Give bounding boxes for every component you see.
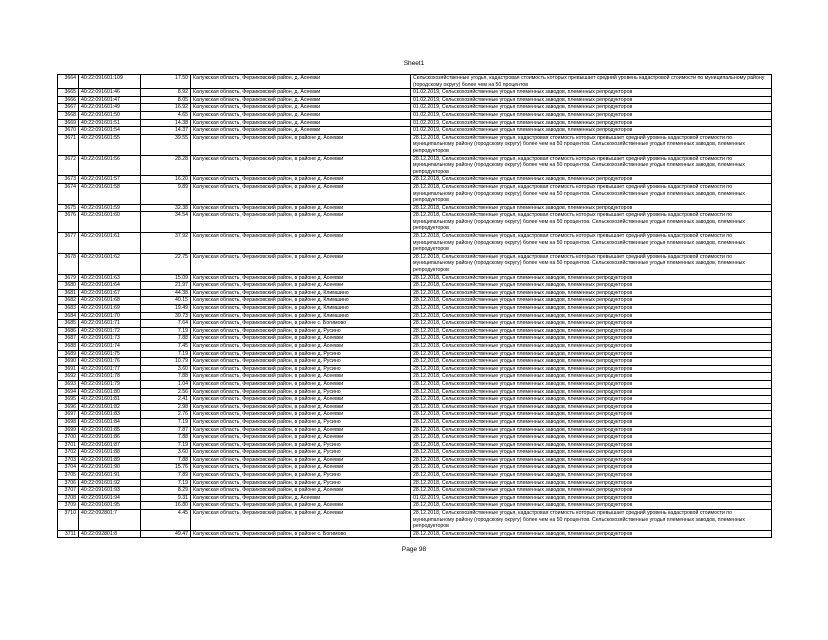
cadastral-number-cell: 40:22:091601:74 xyxy=(79,342,141,350)
description-cell: 28.12.2018, Сельскохозяйственные угодья племенных заводов, племенных репродукторов xyxy=(411,350,772,358)
table-row xyxy=(58,96,772,104)
description-cell: 28.12.2018, Сельскохозяйственные угодья племенных заводов, племенных репродукторов xyxy=(411,411,772,419)
description-cell: 28.12.2018, Сельскохозяйственные угодья племенных заводов, племенных репродукторов xyxy=(411,426,772,434)
description-cell: 28.12.2018, Сельскохозяйственные угодья племенных заводов, племенных репродукторов xyxy=(411,365,772,373)
area-cell: 49.47 xyxy=(141,530,191,538)
cadastral-number-cell: 40:22:091601:61 xyxy=(79,233,141,254)
description-cell: 28.12.2018, Сельскохозяйственные угодья племенных заводов, племенных репродукторов xyxy=(411,434,772,442)
table-row xyxy=(58,253,772,274)
description-cell: 01.02.2019, Сельскохозяйственные угодья племенных заводов, племенных репродукторов xyxy=(411,89,772,97)
address-cell: Калужская область, Ферзиковский район, в районе д. Русино xyxy=(191,418,411,426)
area-cell: 7.87 xyxy=(141,426,191,434)
area-cell: 21.97 xyxy=(141,282,191,290)
description-cell: Сельскохозяйственные угодья, кадастровая стоимость которых превышает средний уровень кадастровой стоимости по муниципальному району (городскому округу) более чем на 50 процентов xyxy=(411,75,772,89)
address-cell: Калужская область, Ферзиковский район, д. Асеевки xyxy=(191,111,411,119)
table-row xyxy=(58,464,772,472)
cadastral-number-cell: 40:22:091601:47 xyxy=(79,96,141,104)
row-number-cell: 3678 xyxy=(58,253,79,274)
address-cell: Калужская область, Ферзиковский район, в районе д. Асеевки xyxy=(191,204,411,212)
table-row xyxy=(58,327,772,335)
table-row xyxy=(58,487,772,495)
description-cell: 28.12.2018, Сельскохозяйственные угодья, кадастровая стоимость которых превышает средний уровень кадастровой стоимости по муниципальному району (городскому округу) более чем на 50 процентов. Сельскохозяйственные угодья племенных заводов, племенных репродукторов xyxy=(411,155,772,176)
row-number-cell: 3705 xyxy=(58,472,79,480)
table-row xyxy=(58,479,772,487)
cadastral-number-cell: 40:22:091601:79 xyxy=(79,380,141,388)
row-number-cell: 3667 xyxy=(58,104,79,112)
cadastral-number-cell: 40:22:091601:60 xyxy=(79,212,141,233)
cadastral-number-cell: 40:22:091601:58 xyxy=(79,183,141,204)
area-cell: 7.88 xyxy=(141,456,191,464)
description-cell: 28.12.2018, Сельскохозяйственные угодья племенных заводов, племенных репродукторов xyxy=(411,464,772,472)
row-number-cell: 3673 xyxy=(58,176,79,184)
area-cell: 1.04 xyxy=(141,380,191,388)
table-row xyxy=(58,403,772,411)
description-cell: 28.12.2018, Сельскохозяйственные угодья племенных заводов, племенных репродукторов xyxy=(411,388,772,396)
cadastral-number-cell: 40:22:091601:85 xyxy=(79,426,141,434)
address-cell: Калужская область, Ферзиковский район, в районе с. Богимово xyxy=(191,320,411,328)
row-number-cell: 3697 xyxy=(58,411,79,419)
row-number-cell: 3689 xyxy=(58,350,79,358)
table-row xyxy=(58,274,772,282)
cadastral-number-cell: 40:22:091601:71 xyxy=(79,320,141,328)
row-number-cell: 3711 xyxy=(58,530,79,538)
description-cell: 01.02.2019, Сельскохозяйственные угодья племенных заводов, племенных репродукторов xyxy=(411,119,772,127)
area-cell: 2.98 xyxy=(141,403,191,411)
address-cell: Калужская область, Ферзиковский район, в районе д. Асеевки xyxy=(191,335,411,343)
table-row xyxy=(58,510,772,531)
cadastral-number-cell: 40:22:091601:90 xyxy=(79,464,141,472)
area-cell: 4.65 xyxy=(141,111,191,119)
area-cell: 14.37 xyxy=(141,127,191,135)
cadastral-number-cell: 40:22:091601:50 xyxy=(79,111,141,119)
table-row xyxy=(58,320,772,328)
area-cell: 3.60 xyxy=(141,365,191,373)
table-row xyxy=(58,373,772,381)
row-number-cell: 3670 xyxy=(58,127,79,135)
row-number-cell: 3687 xyxy=(58,335,79,343)
area-cell: 9.31 xyxy=(141,494,191,502)
row-number-cell: 3685 xyxy=(58,320,79,328)
table-row xyxy=(58,426,772,434)
table-row xyxy=(58,312,772,320)
cadastral-number-cell: 40:22:091601:81 xyxy=(79,396,141,404)
description-cell: 01.02.2019, Сельскохозяйственные угодья племенных заводов, племенных репродукторов xyxy=(411,127,772,135)
table-row xyxy=(58,335,772,343)
address-cell: Калужская область, Ферзиковский район, в районе д. Асеевки xyxy=(191,155,411,176)
area-cell: 7.88 xyxy=(141,434,191,442)
description-cell: 28.12.2018, Сельскохозяйственные угодья племенных заводов, племенных репродукторов xyxy=(411,441,772,449)
row-number-cell: 3706 xyxy=(58,479,79,487)
address-cell: Калужская область, Ферзиковский район, д. Асеевки xyxy=(191,104,411,112)
area-cell: 2.76 xyxy=(141,411,191,419)
area-cell: 16.20 xyxy=(141,176,191,184)
row-number-cell: 3681 xyxy=(58,289,79,297)
description-cell: 28.12.2018, Сельскохозяйственные угодья племенных заводов, племенных репродукторов xyxy=(411,282,772,290)
address-cell: Калужская область, Ферзиковский район, в районе д. Русино xyxy=(191,441,411,449)
table-row xyxy=(58,212,772,233)
cadastral-number-cell: 40:22:092801:7 xyxy=(79,510,141,531)
area-cell: 2.56 xyxy=(141,388,191,396)
table-row xyxy=(58,396,772,404)
cadastral-number-cell: 40:22:091601:56 xyxy=(79,155,141,176)
cadastral-number-cell: 40:22:091601:87 xyxy=(79,441,141,449)
description-cell: 28.12.2018, Сельскохозяйственные угодья племенных заводов, племенных репродукторов xyxy=(411,487,772,495)
address-cell: Калужская область, Ферзиковский район, в районе д. Асеевки xyxy=(191,487,411,495)
address-cell: Калужская область, Ферзиковский район, в районе д. Асеевки xyxy=(191,426,411,434)
description-cell: 28.12.2018, Сельскохозяйственные угодья племенных заводов, племенных репродукторов xyxy=(411,380,772,388)
area-cell: 7.45 xyxy=(141,342,191,350)
row-number-cell: 3680 xyxy=(58,282,79,290)
address-cell: Калужская область, Ферзиковский район, в районе д. Климшино xyxy=(191,312,411,320)
row-number-cell: 3704 xyxy=(58,464,79,472)
area-cell: 39.55 xyxy=(141,134,191,155)
table-row xyxy=(58,119,772,127)
cadastral-number-cell: 40:22:091601:88 xyxy=(79,449,141,457)
area-cell: 10.79 xyxy=(141,358,191,366)
address-cell: Калужская область, Ферзиковский район, в районе д. Русино xyxy=(191,365,411,373)
table-row xyxy=(58,155,772,176)
area-cell: 44.38 xyxy=(141,289,191,297)
description-cell: 28.12.2018, Сельскохозяйственные угодья племенных заводов, племенных репродукторов xyxy=(411,297,772,305)
row-number-cell: 3677 xyxy=(58,233,79,254)
sheet-title: Sheet1 xyxy=(403,60,425,67)
row-number-cell: 3686 xyxy=(58,327,79,335)
area-cell: 32.38 xyxy=(141,204,191,212)
table-row xyxy=(58,289,772,297)
table-row xyxy=(58,388,772,396)
description-cell: 01.02.2019, Сельскохозяйственные угодья племенных заводов, племенных репродукторов xyxy=(411,111,772,119)
area-cell: 16.92 xyxy=(141,104,191,112)
area-cell: 7.64 xyxy=(141,320,191,328)
area-cell: 4.45 xyxy=(141,510,191,531)
table-row xyxy=(58,494,772,502)
cadastral-number-cell: 40:22:091601:84 xyxy=(79,418,141,426)
address-cell: Калужская область, Ферзиковский район, в районе д. Асеевки xyxy=(191,134,411,155)
row-number-cell: 3664 xyxy=(58,75,79,89)
cadastral-number-cell: 40:22:091601:91 xyxy=(79,472,141,480)
address-cell: Калужская область, Ферзиковский район, в районе д. Русино xyxy=(191,358,411,366)
page-number: Page 98 xyxy=(401,546,427,553)
description-cell: 01.02.2019, Сельскохозяйственные угодья племенных заводов, племенных репродукторов xyxy=(411,96,772,104)
description-cell: 28.12.2018, Сельскохозяйственные угодья племенных заводов, племенных репродукторов xyxy=(411,305,772,313)
row-number-cell: 3708 xyxy=(58,494,79,502)
row-number-cell: 3688 xyxy=(58,342,79,350)
cadastral-number-cell: 40:22:091601:80 xyxy=(79,388,141,396)
row-number-cell: 3669 xyxy=(58,119,79,127)
cadastral-number-cell: 40:22:091601:51 xyxy=(79,119,141,127)
description-cell: 28.12.2018, Сельскохозяйственные угодья племенных заводов, племенных репродукторов xyxy=(411,274,772,282)
description-cell: 01.02.2019, Сельскохозяйственные угодья племенных заводов, племенных репродукторов xyxy=(411,494,772,502)
address-cell: Калужская область, Ферзиковский район, в районе с. Богимово xyxy=(191,530,411,538)
description-cell: 28.12.2018, Сельскохозяйственные угодья племенных заводов, племенных репродукторов xyxy=(411,396,772,404)
cadastral-number-cell: 40:22:091601:86 xyxy=(79,434,141,442)
address-cell: Калужская область, Ферзиковский район, в районе д. Асеевки xyxy=(191,282,411,290)
address-cell: Калужская область, Ферзиковский район, в районе д. Климшино xyxy=(191,289,411,297)
row-number-cell: 3682 xyxy=(58,297,79,305)
address-cell: Калужская область, Ферзиковский район, д. Асеевки xyxy=(191,89,411,97)
table-row xyxy=(58,358,772,366)
address-cell: Калужская область, Ферзиковский район, в районе д. Русино xyxy=(191,449,411,457)
description-cell: 28.12.2018, Сельскохозяйственные угодья племенных заводов, племенных репродукторов xyxy=(411,418,772,426)
row-number-cell: 3691 xyxy=(58,365,79,373)
address-cell: Калужская область, Ферзиковский район, д. Асеевки xyxy=(191,75,411,89)
address-cell: Калужская область, Ферзиковский район, в районе д. Асеевки xyxy=(191,233,411,254)
description-cell: 28.12.2018, Сельскохозяйственные угодья племенных заводов, племенных репродукторов xyxy=(411,320,772,328)
address-cell: Калужская область, Ферзиковский район, в районе д. Асеевки xyxy=(191,510,411,531)
land-parcels-table xyxy=(57,74,772,538)
row-number-cell: 3696 xyxy=(58,403,79,411)
table-row xyxy=(58,176,772,184)
description-cell: 28.12.2018, Сельскохозяйственные угодья, кадастровая стоимость которых превышает средний уровень кадастровой стоимости по муниципальному району (городскому округу) более чем на 50 процентов. Сельскохозяйственные угодья племенных заводов, племенных репродукторов xyxy=(411,134,772,155)
cadastral-number-cell: 40:22:091601:95 xyxy=(79,502,141,510)
cadastral-number-cell: 40:22:091601:62 xyxy=(79,253,141,274)
description-cell: 28.12.2018, Сельскохозяйственные угодья племенных заводов, племенных репродукторов xyxy=(411,403,772,411)
cadastral-number-cell: 40:22:091601:75 xyxy=(79,350,141,358)
description-cell: 28.12.2018, Сельскохозяйственные угодья племенных заводов, племенных репродукторов xyxy=(411,530,772,538)
row-number-cell: 3703 xyxy=(58,456,79,464)
table-row xyxy=(58,89,772,97)
cadastral-number-cell: 40:22:091601:68 xyxy=(79,297,141,305)
cadastral-number-cell: 40:22:091601:55 xyxy=(79,134,141,155)
area-cell: 2.41 xyxy=(141,396,191,404)
address-cell: Калужская область, Ферзиковский район, в районе д. Асеевки xyxy=(191,380,411,388)
table-row xyxy=(58,305,772,313)
row-number-cell: 3698 xyxy=(58,418,79,426)
address-cell: Калужская область, Ферзиковский район, в районе д. Асеевки xyxy=(191,434,411,442)
area-cell: 22.75 xyxy=(141,253,191,274)
row-number-cell: 3701 xyxy=(58,441,79,449)
area-cell: 7.19 xyxy=(141,418,191,426)
row-number-cell: 3693 xyxy=(58,380,79,388)
description-cell: 28.12.2018, Сельскохозяйственные угодья племенных заводов, племенных репродукторов xyxy=(411,449,772,457)
table-body xyxy=(58,75,772,538)
table-row xyxy=(58,502,772,510)
row-number-cell: 3710 xyxy=(58,510,79,531)
address-cell: Калужская область, Ферзиковский район, в районе д. Асеевки xyxy=(191,396,411,404)
cadastral-number-cell: 40:22:091601:92 xyxy=(79,479,141,487)
address-cell: Калужская область, Ферзиковский район, в районе д. Асеевки xyxy=(191,403,411,411)
row-number-cell: 3694 xyxy=(58,388,79,396)
cadastral-number-cell: 40:22:091601:94 xyxy=(79,494,141,502)
cadastral-number-cell: 40:22:091601:57 xyxy=(79,176,141,184)
cadastral-number-cell: 40:22:091601:49 xyxy=(79,104,141,112)
address-cell: Калужская область, Ферзиковский район, в районе д. Русино xyxy=(191,388,411,396)
address-cell: Калужская область, Ферзиковский район, в районе д. Асеевки xyxy=(191,373,411,381)
cadastral-number-cell: 40:22:091601:64 xyxy=(79,282,141,290)
table-row xyxy=(58,75,772,89)
table-row xyxy=(58,530,772,538)
description-cell: 01.02.2019, Сельскохозяйственные угодья племенных заводов, племенных репродукторов xyxy=(411,104,772,112)
description-cell: 28.12.2018, Сельскохозяйственные угодья, кадастровая стоимость которых превышает средний уровень кадастровой стоимости по муниципальному району (городскому округу) более чем на 50 процентов. Сельскохозяйственные угодья племенных заводов, племенных репродукторов xyxy=(411,183,772,204)
table-row xyxy=(58,449,772,457)
table-row xyxy=(58,418,772,426)
row-number-cell: 3666 xyxy=(58,96,79,104)
row-number-cell: 3695 xyxy=(58,396,79,404)
area-cell: 7.88 xyxy=(141,335,191,343)
address-cell: Калужская область, Ферзиковский район, д. Асеевки xyxy=(191,127,411,135)
cadastral-number-cell: 40:22:091601:70 xyxy=(79,312,141,320)
area-cell: 7.89 xyxy=(141,472,191,480)
description-cell: 28.12.2018, Сельскохозяйственные угодья племенных заводов, племенных репродукторов xyxy=(411,342,772,350)
row-number-cell: 3672 xyxy=(58,155,79,176)
cadastral-number-cell: 40:22:091601:59 xyxy=(79,204,141,212)
description-cell: 28.12.2018, Сельскохозяйственные угодья, кадастровая стоимость которых превышает средний уровень кадастровой стоимости по муниципальному району (городскому округу) более чем на 50 процентов. Сельскохозяйственные угодья племенных заводов, племенных репродукторов xyxy=(411,212,772,233)
table-row xyxy=(58,350,772,358)
address-cell: Калужская область, Ферзиковский район, в районе д. Русино xyxy=(191,327,411,335)
row-number-cell: 3692 xyxy=(58,373,79,381)
cadastral-number-cell: 40:22:091601:89 xyxy=(79,456,141,464)
table-row xyxy=(58,472,772,480)
table-row xyxy=(58,365,772,373)
area-cell: 14.38 xyxy=(141,119,191,127)
table-row xyxy=(58,204,772,212)
row-number-cell: 3700 xyxy=(58,434,79,442)
area-cell: 7.19 xyxy=(141,441,191,449)
table-row xyxy=(58,441,772,449)
cadastral-number-cell: 40:22:091601:69 xyxy=(79,305,141,313)
table-row xyxy=(58,380,772,388)
description-cell: 28.12.2018, Сельскохозяйственные угодья племенных заводов, племенных репродукторов xyxy=(411,358,772,366)
description-cell: 28.12.2018, Сельскохозяйственные угодья, кадастровая стоимость которых превышает средний уровень кадастровой стоимости по муниципальному району (городскому округу) более чем на 50 процентов. Сельскохозяйственные угодья племенных заводов, племенных репродукторов xyxy=(411,233,772,254)
cadastral-number-cell: 40:22:091601:93 xyxy=(79,487,141,495)
address-cell: Калужская область, Ферзиковский район, в районе д. Асеевки xyxy=(191,274,411,282)
area-cell: 17.50 xyxy=(141,75,191,89)
area-cell: 7.88 xyxy=(141,373,191,381)
description-cell: 28.12.2018, Сельскохозяйственные угодья племенных заводов, племенных репродукторов xyxy=(411,502,772,510)
address-cell: Калужская область, Ферзиковский район, в районе д. Климшино xyxy=(191,305,411,313)
description-cell: 28.12.2018, Сельскохозяйственные угодья племенных заводов, племенных репродукторов xyxy=(411,204,772,212)
area-cell: 15.76 xyxy=(141,464,191,472)
area-cell: 16.80 xyxy=(141,502,191,510)
address-cell: Калужская область, Ферзиковский район, в районе д. Русино xyxy=(191,350,411,358)
description-cell: 28.12.2018, Сельскохозяйственные угодья племенных заводов, племенных репродукторов xyxy=(411,312,772,320)
address-cell: Калужская область, Ферзиковский район, в районе д. Асеевки xyxy=(191,183,411,204)
area-cell: 8.92 xyxy=(141,89,191,97)
area-cell: 9.89 xyxy=(141,183,191,204)
row-number-cell: 3709 xyxy=(58,502,79,510)
table-row xyxy=(58,127,772,135)
description-cell: 28.12.2018, Сельскохозяйственные угодья племенных заводов, племенных репродукторов xyxy=(411,472,772,480)
cadastral-number-cell: 40:22:091601:82 xyxy=(79,403,141,411)
cadastral-number-cell: 40:22:091601:54 xyxy=(79,127,141,135)
address-cell: Калужская область, Ферзиковский район, в районе д. Асеевки xyxy=(191,411,411,419)
row-number-cell: 3676 xyxy=(58,212,79,233)
area-cell: 8.29 xyxy=(141,487,191,495)
address-cell: Калужская область, Ферзиковский район, в районе д. Асеевки xyxy=(191,456,411,464)
address-cell: Калужская область, Ферзиковский район, в районе д. Русино xyxy=(191,479,411,487)
cadastral-number-cell: 40:22:091601:78 xyxy=(79,373,141,381)
address-cell: Калужская область, Ферзиковский район, в районе д. Асеевки xyxy=(191,212,411,233)
address-cell: Калужская область, Ферзиковский район, в районе д. Асеевки xyxy=(191,502,411,510)
row-number-cell: 3683 xyxy=(58,305,79,313)
row-number-cell: 3702 xyxy=(58,449,79,457)
address-cell: Калужская область, Ферзиковский район, в районе д. Асеевки xyxy=(191,342,411,350)
row-number-cell: 3679 xyxy=(58,274,79,282)
row-number-cell: 3699 xyxy=(58,426,79,434)
area-cell: 37.92 xyxy=(141,233,191,254)
table-row xyxy=(58,111,772,119)
area-cell: 7.19 xyxy=(141,479,191,487)
table-row xyxy=(58,411,772,419)
cadastral-number-cell: 40:22:091601:83 xyxy=(79,411,141,419)
area-cell: 8.05 xyxy=(141,96,191,104)
address-cell: Калужская область, Ферзиковский район, в районе д. Асеевки xyxy=(191,176,411,184)
cadastral-number-cell: 40:22:091601:73 xyxy=(79,335,141,343)
row-number-cell: 3684 xyxy=(58,312,79,320)
table-row xyxy=(58,456,772,464)
area-cell: 28.28 xyxy=(141,155,191,176)
area-cell: 39.73 xyxy=(141,312,191,320)
row-number-cell: 3674 xyxy=(58,183,79,204)
description-cell: 28.12.2018, Сельскохозяйственные угодья, кадастровая стоимость которых превышает средний уровень кадастровой стоимости по муниципальному району (городскому округу) более чем на 50 процентов. Сельскохозяйственные угодья племенных заводов, племенных репродукторов xyxy=(411,510,772,531)
description-cell: 28.12.2018, Сельскохозяйственные угодья племенных заводов, племенных репродукторов xyxy=(411,456,772,464)
cadastral-number-cell: 40:22:091601:72 xyxy=(79,327,141,335)
row-number-cell: 3707 xyxy=(58,487,79,495)
table-row xyxy=(58,134,772,155)
cadastral-number-cell: 40:22:091601:67 xyxy=(79,289,141,297)
description-cell: 28.12.2018, Сельскохозяйственные угодья племенных заводов, племенных репродукторов xyxy=(411,327,772,335)
area-cell: 15.09 xyxy=(141,274,191,282)
description-cell: 28.12.2018, Сельскохозяйственные угодья, кадастровая стоимость которых превышает средний уровень кадастровой стоимости по муниципальному району (городскому округу) более чем на 50 процентов. Сельскохозяйственные угодья племенных заводов, племенных репродукторов xyxy=(411,253,772,274)
row-number-cell: 3668 xyxy=(58,111,79,119)
table-row xyxy=(58,434,772,442)
description-cell: 28.12.2018, Сельскохозяйственные угодья племенных заводов, племенных репродукторов xyxy=(411,335,772,343)
row-number-cell: 3671 xyxy=(58,134,79,155)
cadastral-number-cell: 40:22:091601:46 xyxy=(79,89,141,97)
address-cell: Калужская область, Ферзиковский район, в районе д. Асеевки xyxy=(191,253,411,274)
area-cell: 34.54 xyxy=(141,212,191,233)
description-cell: 28.12.2018, Сельскохозяйственные угодья племенных заводов, племенных репродукторов xyxy=(411,479,772,487)
address-cell: Калужская область, Ферзиковский район, в районе д. Климшино xyxy=(191,297,411,305)
table-row xyxy=(58,183,772,204)
address-cell: Калужская область, Ферзиковский район, д. Асеевки xyxy=(191,96,411,104)
area-cell: 7.19 xyxy=(141,327,191,335)
cadastral-number-cell: 40:22:091601:63 xyxy=(79,274,141,282)
area-cell: 3.60 xyxy=(141,449,191,457)
table-row xyxy=(58,342,772,350)
description-cell: 28.12.2018, Сельскохозяйственные угодья племенных заводов, племенных репродукторов xyxy=(411,289,772,297)
table-row xyxy=(58,282,772,290)
address-cell: Калужская область, Ферзиковский район, в районе д. Русино xyxy=(191,472,411,480)
row-number-cell: 3690 xyxy=(58,358,79,366)
description-cell: 28.12.2018, Сельскохозяйственные угодья племенных заводов, племенных репродукторов xyxy=(411,176,772,184)
address-cell: Калужская область, Ферзиковский район, д. Асеевки xyxy=(191,119,411,127)
cadastral-number-cell: 40:22:092801:8 xyxy=(79,530,141,538)
row-number-cell: 3665 xyxy=(58,89,79,97)
area-cell: 40.15 xyxy=(141,297,191,305)
table-row xyxy=(58,104,772,112)
table-row xyxy=(58,297,772,305)
area-cell: 7.19 xyxy=(141,350,191,358)
table-row xyxy=(58,233,772,254)
address-cell: Калужская область, Ферзиковский район, в районе д. Асеевки xyxy=(191,464,411,472)
cadastral-number-cell: 40:22:091601:76 xyxy=(79,358,141,366)
cadastral-number-cell: 40:22:091601:77 xyxy=(79,365,141,373)
area-cell: 19.49 xyxy=(141,305,191,313)
cadastral-number-cell: 40:22:091601:109 xyxy=(79,75,141,89)
description-cell: 28.12.2018, Сельскохозяйственные угодья племенных заводов, племенных репродукторов xyxy=(411,373,772,381)
address-cell: Калужская область, Ферзиковский район, д. Асеевки xyxy=(191,494,411,502)
row-number-cell: 3675 xyxy=(58,204,79,212)
